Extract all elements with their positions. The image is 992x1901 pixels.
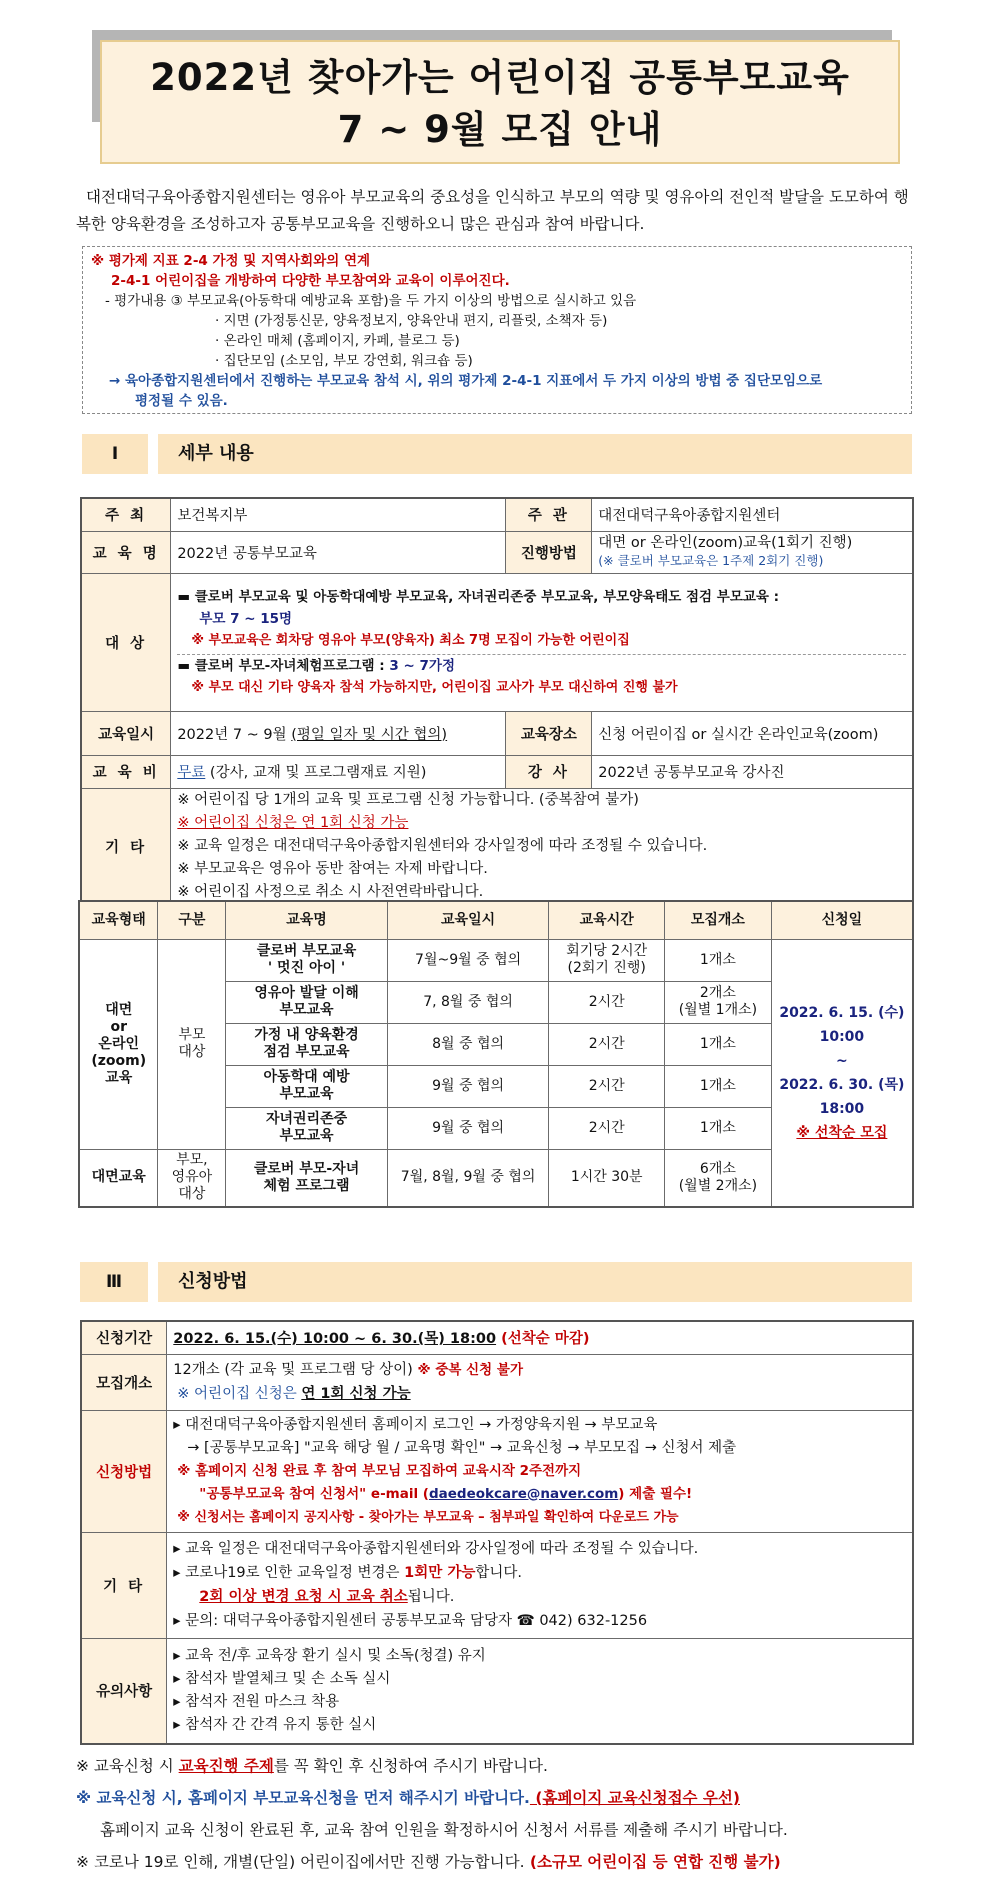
schedule-header: 교육일시: [387, 901, 549, 939]
category-cell: [158, 939, 226, 1149]
count-line: 2개소: [699, 985, 736, 1001]
apply-line: ~: [836, 1052, 848, 1069]
course-time: [549, 939, 665, 981]
time-line: 회기당 2시간: [566, 943, 648, 959]
course-time: 2시간: [549, 981, 665, 1023]
intro-text: 대전대덕구육아종합지원센터는 영유아 부모교육의 중요성을 인식하고 부모의 역량 및 영유아의 전인적 발달을 도모하여 행복한 양육환경을 조성하고자 공통부모교육을 진행하오니 많은 관심과 참여 바랍니다.: [76, 188, 909, 233]
apply-period: [771, 939, 913, 1207]
fee-value: [171, 755, 506, 788]
fee-free: 무료: [177, 765, 206, 781]
schedule-header: 신청일: [771, 901, 913, 939]
course-count: 1개소: [665, 1107, 772, 1149]
email-link[interactable]: daedeokcare@naver.com: [428, 1485, 619, 1502]
title-box: [100, 40, 900, 164]
course-count: [665, 981, 772, 1023]
course-name-line: 부모교육: [279, 1002, 334, 1018]
count-line2: ※ 어린이집 신청은: [177, 1386, 302, 1402]
method-line: ) 제출 필수!: [618, 1485, 693, 1502]
etc2-value: [167, 1532, 913, 1638]
type-cell: 대면교육: [79, 1149, 158, 1207]
category-text: 부모,: [176, 1152, 208, 1169]
course-name: [226, 939, 388, 981]
footer-text: ※ 코로나 19로 인해, 개별(단일) 어린이집에서만 진행 가능합니다.: [76, 1853, 525, 1871]
period-label: 신청기간: [81, 1321, 167, 1354]
place-label: 교육장소: [506, 711, 592, 755]
etc-line: ※ 어린이집 당 1개의 교육 및 프로그램 신청 가능합니다. (중복참여 불가): [177, 792, 639, 809]
method-line: ※ 홈페이지 신청 완료 후 참여 부모님 모집하여 교육시작 2주전까지: [177, 1462, 582, 1479]
method-apply-label: 신청방법: [81, 1410, 167, 1532]
etc2-line: ▸ 코로나19로 인한 교육일정 변경은: [173, 1565, 405, 1581]
details-table: [80, 497, 914, 907]
apply-note: ※ 선착순 모집: [796, 1124, 888, 1141]
evaluation-note: [82, 246, 912, 414]
count-note: ※ 중복 신청 불가: [412, 1362, 523, 1378]
caution-label: 유의사항: [81, 1638, 167, 1744]
lecturer-label: 강 사: [506, 755, 592, 788]
method-apply-value: [167, 1410, 913, 1532]
method-note: (※ 클로버 부모교육은 1주제 2회기 진행): [598, 553, 824, 568]
etc2-label: 기 타: [81, 1532, 167, 1638]
note-line: - 평가내용 ③ 부모교육(아동학대 예방교육 포함)을 두 가지 이상의 방법으로 실시하고 있음: [105, 293, 637, 309]
lecturer-value: 2022년 공통부모교육 강사진: [592, 755, 913, 788]
method-line: ※ 신청서는 홈페이지 공지사항 - 찾아가는 부모교육 – 첨부파일 확인하여 다운로드 가능: [177, 1509, 679, 1525]
schedule-header: 모집개소: [665, 901, 772, 939]
course-date: 9월 중 협의: [387, 1065, 549, 1107]
etc-value: [171, 788, 913, 906]
host-value: 보건복지부: [171, 498, 506, 531]
schedule-header: 교육시간: [549, 901, 665, 939]
count-line: 6개소: [699, 1160, 736, 1177]
caution-line: ▸ 참석자 간 간격 유지 통한 실시: [173, 1716, 377, 1733]
category-cell: [158, 1149, 226, 1207]
note-line: → 육아종합지원센터에서 진행하는 부모교육 참석 시, 위의 평가제 2-4-1 지표에서 두 가지 이상의 방법 중 집단모임으로: [109, 373, 823, 389]
apply-line: 18:00: [819, 1100, 865, 1117]
host-label: 주 최: [81, 498, 171, 531]
course-name-line: 클로버 부모교육: [256, 943, 357, 959]
course-name: [226, 981, 388, 1023]
footer-note: 홈페이지 교육 신청이 완료된 후, 교육 참여 인원을 확정하시어 신청서 서류를 제출해 주시기 바랍니다.: [100, 1821, 788, 1839]
org-value: 대전대덕구육아종합지원센터: [592, 498, 913, 531]
caution-value: [167, 1638, 913, 1744]
course-name-line: 클로버 부모-자녀: [253, 1160, 360, 1177]
footer-note: [76, 1754, 548, 1778]
method-line: 대면 or 온라인(zoom)교육(1회기 진행): [598, 535, 853, 551]
registration-table: [80, 1320, 914, 1745]
footer-em: (소규모 어린이집 등 연합 진행 불가): [524, 1853, 781, 1871]
target-value: [171, 573, 913, 711]
fee-note: (강사, 교재 및 프로그램재료 지원): [205, 765, 427, 781]
footer-em: (홈페이지 교육신청접수 우선): [529, 1789, 740, 1807]
period-note: (선착순 마감): [496, 1331, 590, 1348]
type-cell: [79, 939, 158, 1149]
method-line: "공통부모교육 참여 신청서" e-mail (: [199, 1485, 429, 1502]
course-time: 2시간: [549, 1065, 665, 1107]
course-name-line: 영유아 발달 이해: [254, 985, 359, 1001]
count-line: (월별 2개소): [678, 1177, 758, 1194]
type-text: 교육: [105, 1069, 133, 1086]
target-line: ▬ 클로버 부모교육 및 아동학대예방 부모교육, 자녀권리존중 부모교육, 부모양육태도 점검 부모교육 :: [177, 588, 780, 605]
course-name-line: 체험 프로그램: [263, 1177, 350, 1194]
etc-label: 기 타: [81, 788, 171, 906]
page-subtitle: 7 ~ 9월 모집 안내: [337, 108, 663, 151]
course-date: 8월 중 협의: [387, 1023, 549, 1065]
course-name-line: 점검 부모교육: [263, 1044, 350, 1060]
count-label: 모집개소: [81, 1354, 167, 1410]
course-count: 1개소: [665, 1065, 772, 1107]
note-line: ※ 평가제 지표 2-4 가정 및 지역사회와의 연계: [91, 253, 371, 269]
method-label: 진행방법: [506, 531, 592, 573]
count-line2-em: 연 1회 신청 가능: [301, 1386, 411, 1402]
schedule-table: [78, 900, 914, 1208]
place-value: 신청 어린이집 or 실시간 온라인교육(zoom): [592, 711, 913, 755]
type-text: 온라인: [98, 1035, 139, 1052]
course-count: [665, 1149, 772, 1207]
section-title: 신청방법: [158, 1262, 912, 1302]
course-name-line: 자녀권리존중: [265, 1111, 348, 1127]
target-line: 3 ~ 7가정: [389, 657, 455, 674]
method-line: ▸ 대전대덕구육아종합지원센터 홈페이지 로그인 → 가정양육지원 → 부모교육: [173, 1416, 658, 1433]
footer-note: [76, 1850, 781, 1874]
period-text: 2022. 6. 15.(수) 10:00 ~ 6. 30.(목) 18:00: [173, 1331, 497, 1348]
target-line: ▬ 클로버 부모-자녀체험프로그램 :: [177, 657, 390, 674]
apply-line: 2022. 6. 15. (수): [779, 1004, 905, 1021]
course-name-line: ' 멋진 아이 ': [267, 960, 346, 976]
etc2-em: 1회만 가능: [404, 1565, 476, 1581]
schedule-header: 교육명: [226, 901, 388, 939]
schedule-header: 교육형태: [79, 901, 158, 939]
fee-label: 교 육 비: [81, 755, 171, 788]
schedule-header: 구분: [158, 901, 226, 939]
course-date: 7월, 8월, 9월 중 협의: [387, 1149, 549, 1207]
footer-text: ※ 교육신청 시: [76, 1757, 179, 1775]
course-date: 7월~9월 중 협의: [387, 939, 549, 981]
course-count: 1개소: [665, 1023, 772, 1065]
footer-text: 를 꼭 확인 후 신청하여 주시기 바랍니다.: [273, 1757, 548, 1775]
target-line: 부모 7 ~ 15명: [199, 610, 293, 627]
count-value: [167, 1354, 913, 1410]
page-title: 2022년 찾아가는 어린이집 공통부모교육: [150, 56, 850, 99]
category-text: 대상: [178, 1186, 206, 1203]
course-name-line: 가정 내 양육환경: [254, 1027, 359, 1043]
category-text: 대상: [178, 1044, 206, 1060]
apply-line: 10:00: [819, 1028, 865, 1045]
etc2-line: ▸ 문의: 대덕구육아종합지원센터 공통부모교육 담당자 ☎ 042) 632-1256: [173, 1613, 648, 1629]
section-title: 세부 내용: [158, 434, 912, 474]
org-label: 주 관: [506, 498, 592, 531]
course-name-value: 2022년 공통부모교육: [171, 531, 506, 573]
count-line: 1개소: [699, 951, 736, 968]
etc2-line: ▸ 교육 일정은 대전대덕구육아종합지원센터와 강사일정에 따라 조정될 수 있습니다.: [173, 1541, 699, 1557]
footer-text: ※ 교육신청 시, 홈페이지 부모교육신청을 먼저 해주시기 바랍니다.: [76, 1789, 530, 1807]
category-text: 부모: [178, 1027, 206, 1043]
note-line: · 집단모임 (소모임, 부모 강연회, 워크숍 등): [215, 353, 473, 369]
etc2-line: 됩니다.: [407, 1589, 455, 1605]
course-name-label: 교 육 명: [81, 531, 171, 573]
date-text: 2022년 7 ~ 9월: [177, 726, 292, 743]
target-line: ※ 부모 대신 기타 양육자 참석 가능하지만, 어린이집 교사가 부모 대신하여 진행 불가: [191, 679, 678, 695]
caution-line: ▸ 참석자 발열체크 및 손 소독 실시: [173, 1670, 391, 1687]
etc2-line: 합니다.: [475, 1565, 522, 1581]
course-time: 2시간: [549, 1023, 665, 1065]
section-number: Ⅰ: [82, 434, 148, 474]
caution-line: ▸ 참석자 전원 마스크 착용: [173, 1693, 340, 1710]
date-note: (평일 일자 및 시간 협의): [291, 726, 448, 743]
course-time: 1시간 30분: [549, 1149, 665, 1207]
date-label: 교육일시: [81, 711, 171, 755]
course-name: [226, 1149, 388, 1207]
target-line: ※ 부모교육은 회차당 영유아 부모(양육자) 최소 7명 모집이 가능한 어린이집: [191, 632, 630, 648]
type-text: (zoom): [91, 1052, 147, 1069]
time-line: (2회기 진행): [567, 960, 646, 976]
method-line: → [공통부모교육] "교육 해당 월 / 교육명 확인" → 교육신청 → 부모모집 → 신청서 제출: [187, 1439, 737, 1456]
etc-line: ※ 부모교육은 영유아 동반 참여는 자제 바랍니다.: [177, 861, 488, 878]
etc-line: ※ 어린이집 사정으로 취소 시 사전연락바랍니다.: [177, 884, 484, 901]
note-line: · 지면 (가정통신문, 양육정보지, 양육안내 편지, 리플릿, 소책자 등): [215, 313, 608, 329]
method-value: [592, 531, 913, 573]
course-name: [226, 1107, 388, 1149]
course-date: 7, 8월 중 협의: [387, 981, 549, 1023]
count-text: 12개소 (각 교육 및 프로그램 당 상이): [173, 1362, 413, 1378]
note-line: 평정될 수 있음.: [135, 393, 228, 409]
course-count: [665, 939, 772, 981]
footer-note: [76, 1786, 740, 1810]
apply-line: 2022. 6. 30. (목): [779, 1076, 905, 1093]
etc-line: ※ 어린이집 신청은 연 1회 신청 가능: [177, 815, 409, 832]
course-time: 2시간: [549, 1107, 665, 1149]
footer-em: 교육진행 주제: [178, 1757, 274, 1775]
course-name-line: 부모교육: [279, 1086, 334, 1102]
course-name-line: 아동학대 예방: [263, 1069, 350, 1085]
etc-line: ※ 교육 일정은 대전대덕구육아종합지원센터와 강사일정에 따라 조정될 수 있습니다.: [177, 838, 708, 855]
caution-line: ▸ 교육 전/후 교육장 환기 실시 및 소독(청결) 유지: [173, 1647, 486, 1664]
note-line: 2-4-1 어린이집을 개방하여 다양한 부모참여와 교육이 이루어진다.: [111, 273, 510, 289]
count-line: (월별 1개소): [678, 1002, 758, 1018]
period-value: [167, 1321, 913, 1354]
category-text: 영유아: [171, 1169, 213, 1186]
course-name-line: 부모교육: [279, 1128, 334, 1144]
note-line: · 온라인 매체 (홈페이지, 카페, 블로그 등): [215, 333, 460, 349]
course-name: [226, 1023, 388, 1065]
course-name: [226, 1065, 388, 1107]
etc2-em: 2회 이상 변경 요청 시 교육 취소: [199, 1589, 408, 1605]
type-text: 대면: [105, 1001, 133, 1018]
type-text: or: [110, 1018, 127, 1035]
section-number: Ⅲ: [80, 1262, 148, 1302]
course-date: 9월 중 협의: [387, 1107, 549, 1149]
target-label: 대 상: [81, 573, 171, 711]
date-value: [171, 711, 506, 755]
